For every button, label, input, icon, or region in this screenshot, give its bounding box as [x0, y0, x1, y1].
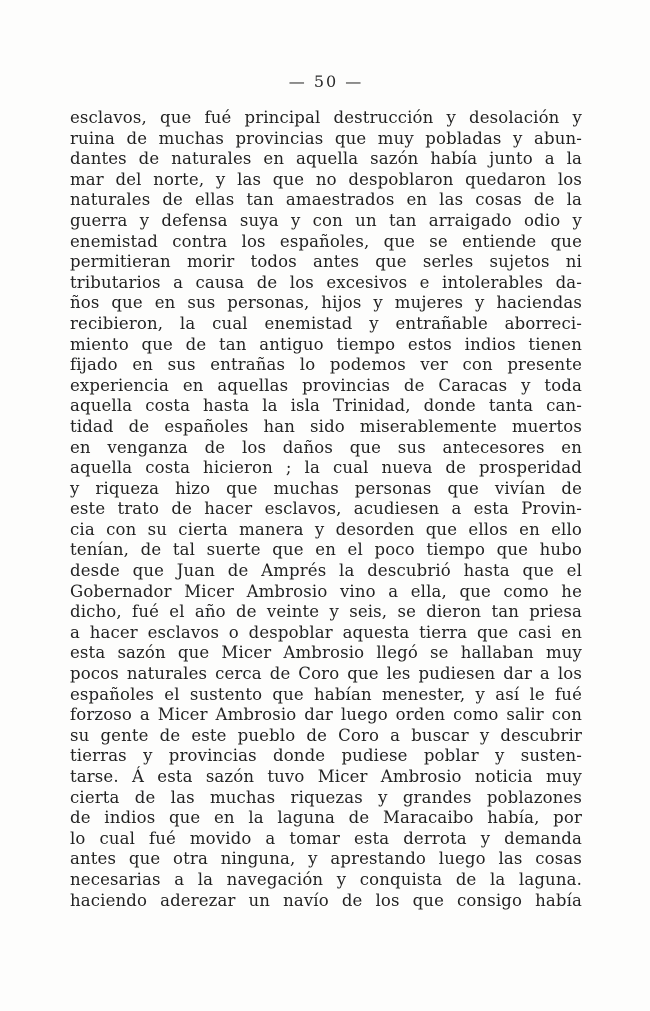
text-line: recibieron, la cual enemistad y entrañable aborreci- — [70, 313, 582, 333]
text-line: haciendo aderezar un navío de los que consigo había — [70, 890, 582, 910]
text-line: tenían, de tal suerte que en el poco tiempo que hubo — [70, 540, 582, 560]
text-line: cierta de las muchas riquezas y grandes poblazones — [70, 787, 582, 807]
text-line: permitieran morir todos antes que serles sujetos ni — [70, 252, 582, 272]
text-line: naturales de ellas tan amaestrados en las cosas de la — [70, 190, 582, 210]
text-line: dicho, fué el año de veinte y seis, se dieron tan priesa — [70, 602, 582, 622]
text-line: experiencia en aquellas provincias de Caracas y toda — [70, 375, 582, 395]
text-line: enemistad contra los españoles, que se entiende que — [70, 231, 582, 251]
text-line: cia con su cierta manera y desorden que ellos en ello — [70, 519, 582, 539]
text-line: españoles el sustento que habían menester, y así le fué — [70, 684, 582, 704]
text-line: guerra y defensa suya y con un tan arraigado odio y — [70, 210, 582, 230]
text-line: aquella costa hasta la isla Trinidad, donde tanta can- — [70, 396, 582, 416]
text-line: ños que en sus personas, hijos y mujeres y haciendas — [70, 293, 582, 313]
text-line: tributarios a causa de los excesivos e intolerables da- — [70, 272, 582, 292]
text-line: Gobernador Micer Ambrosio vino a ella, que como he — [70, 581, 582, 601]
text-line: a hacer esclavos o despoblar aquesta tierra que casi en — [70, 622, 582, 642]
text-line: lo cual fué movido a tomar esta derrota y demanda — [70, 828, 582, 848]
text-line: este trato de hacer esclavos, acudiesen a esta Provin- — [70, 499, 582, 519]
text-line: esta sazón que Micer Ambrosio llegó se hallaban muy — [70, 643, 582, 663]
text-line: tidad de españoles han sido miserablemente muertos — [70, 416, 582, 436]
text-line: de indios que en la laguna de Maracaibo había, por — [70, 808, 582, 828]
text-line: miento que de tan antiguo tiempo estos indios tienen — [70, 334, 582, 354]
text-line: dantes de naturales en aquella sazón había junto a la — [70, 149, 582, 169]
text-line: forzoso a Micer Ambrosio dar luego orden como salir con — [70, 705, 582, 725]
text-line: esclavos, que fué principal destrucción y desolación y — [70, 108, 582, 127]
text-line: en venganza de los daños que sus antecesores en — [70, 437, 582, 457]
text-line: pocos naturales cerca de Coro que les pudiesen dar a los — [70, 664, 582, 684]
page-text — [70, 108, 582, 911]
text-line: desde que Juan de Amprés la descubrió hasta que el — [70, 561, 582, 581]
text-line: antes que otra ninguna, y aprestando luego las cosas — [70, 849, 582, 869]
text-line: fijado en sus entrañas lo podemos ver con presente — [70, 355, 582, 375]
page-number: — 50 — — [288, 72, 364, 91]
text-line: tarse. Á esta sazón tuvo Micer Ambrosio noticia muy — [70, 767, 582, 786]
text-line: mar del norte, y las que no despoblaron quedaron los — [70, 169, 582, 189]
text-line: ruina de muchas provincias que muy pobladas y abun- — [70, 128, 582, 148]
text-line: su gente de este pueblo de Coro a buscar y descubrir — [70, 725, 582, 745]
text-line: aquella costa hicieron ; la cual nueva de prosperidad — [70, 458, 582, 478]
text-line: y riqueza hizo que muchas personas que vivían de — [70, 478, 582, 498]
text-line: necesarias a la navegación y conquista de la laguna. — [70, 869, 582, 889]
text-line: tierras y provincias donde pudiese poblar y susten- — [70, 746, 582, 766]
